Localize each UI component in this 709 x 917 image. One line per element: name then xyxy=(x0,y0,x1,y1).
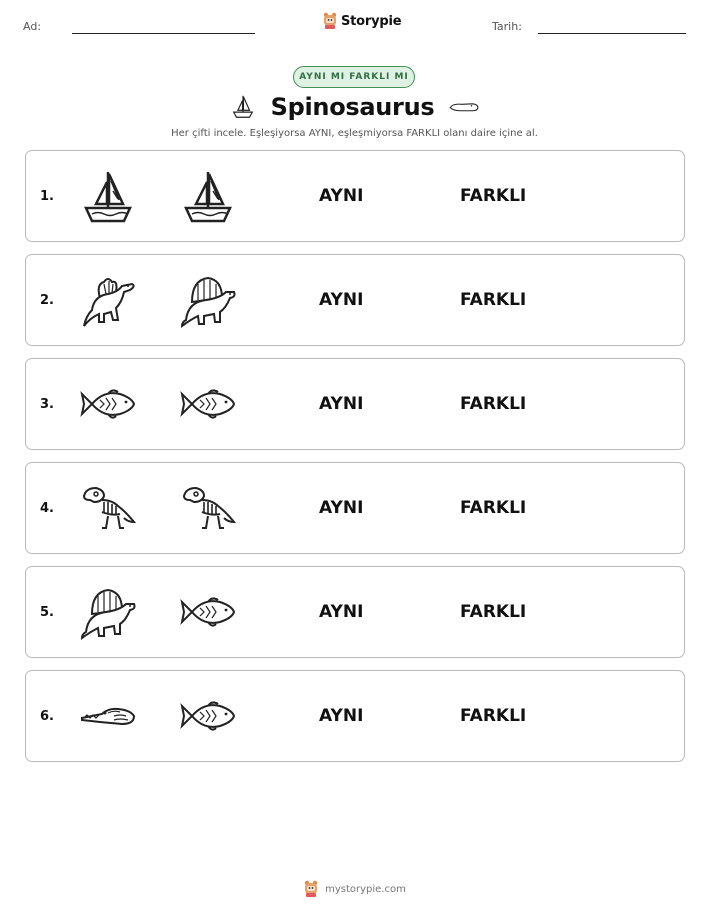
worksheet-type-badge: AYNI MI FARKLI MI xyxy=(293,66,415,88)
sailboat-icon xyxy=(178,166,238,226)
spinosaurus-icon xyxy=(78,270,138,330)
footer-url[interactable]: mystorypie.com xyxy=(325,883,406,895)
name-line[interactable] xyxy=(72,33,255,34)
storypie-logo xyxy=(322,12,401,30)
fish-icon xyxy=(178,374,238,434)
question-row xyxy=(25,670,685,762)
question-row xyxy=(25,358,685,450)
question-row xyxy=(25,150,685,242)
instruction-text: Her çifti incele. Eşleşiyorsa AYNI, eşleşmiyorsa FARKLI olanı daire içine al. xyxy=(171,128,538,139)
question-number: 3. xyxy=(40,397,54,412)
fish-icon xyxy=(78,374,138,434)
footer xyxy=(0,880,709,898)
question-number: 2. xyxy=(40,293,54,308)
question-number: 1. xyxy=(40,189,54,204)
fish-icon xyxy=(178,582,238,642)
question-row xyxy=(25,462,685,554)
option-same[interactable]: AYNI xyxy=(319,186,364,206)
question-row xyxy=(25,566,685,658)
question-number: 6. xyxy=(40,709,54,724)
sailboat-icon xyxy=(78,166,138,226)
question-row xyxy=(25,254,685,346)
option-same[interactable]: AYNI xyxy=(319,290,364,310)
date-line[interactable] xyxy=(538,33,686,34)
page-title: Spinosaurus xyxy=(270,93,435,121)
option-same[interactable]: AYNI xyxy=(319,498,364,518)
storypie-mascot-icon xyxy=(303,880,319,898)
option-different[interactable]: FARKLI xyxy=(460,394,527,414)
option-different[interactable]: FARKLI xyxy=(460,186,527,206)
fish-icon xyxy=(178,686,238,746)
option-same[interactable]: AYNI xyxy=(319,706,364,726)
option-different[interactable]: FARKLI xyxy=(460,602,527,622)
question-list xyxy=(25,150,685,774)
spinosaurus-sail-icon xyxy=(78,582,138,642)
storypie-mascot-icon xyxy=(322,12,338,30)
spinosaurus-sail-icon xyxy=(178,270,238,330)
option-different[interactable]: FARKLI xyxy=(460,498,527,518)
dino-skeleton-icon xyxy=(178,478,238,538)
option-different[interactable]: FARKLI xyxy=(460,290,527,310)
option-same[interactable]: AYNI xyxy=(319,602,364,622)
option-same[interactable]: AYNI xyxy=(319,394,364,414)
crocodile-icon xyxy=(448,99,480,115)
question-number: 4. xyxy=(40,501,54,516)
crocodile-icon xyxy=(78,686,138,746)
sailboat-icon xyxy=(229,92,257,122)
title-row xyxy=(0,92,709,122)
question-number: 5. xyxy=(40,605,54,620)
option-different[interactable]: FARKLI xyxy=(460,706,527,726)
dino-skeleton-icon xyxy=(78,478,138,538)
brand-name: Storypie xyxy=(341,13,402,29)
name-label: Ad: xyxy=(23,20,42,33)
date-label: Tarih: xyxy=(492,20,522,33)
